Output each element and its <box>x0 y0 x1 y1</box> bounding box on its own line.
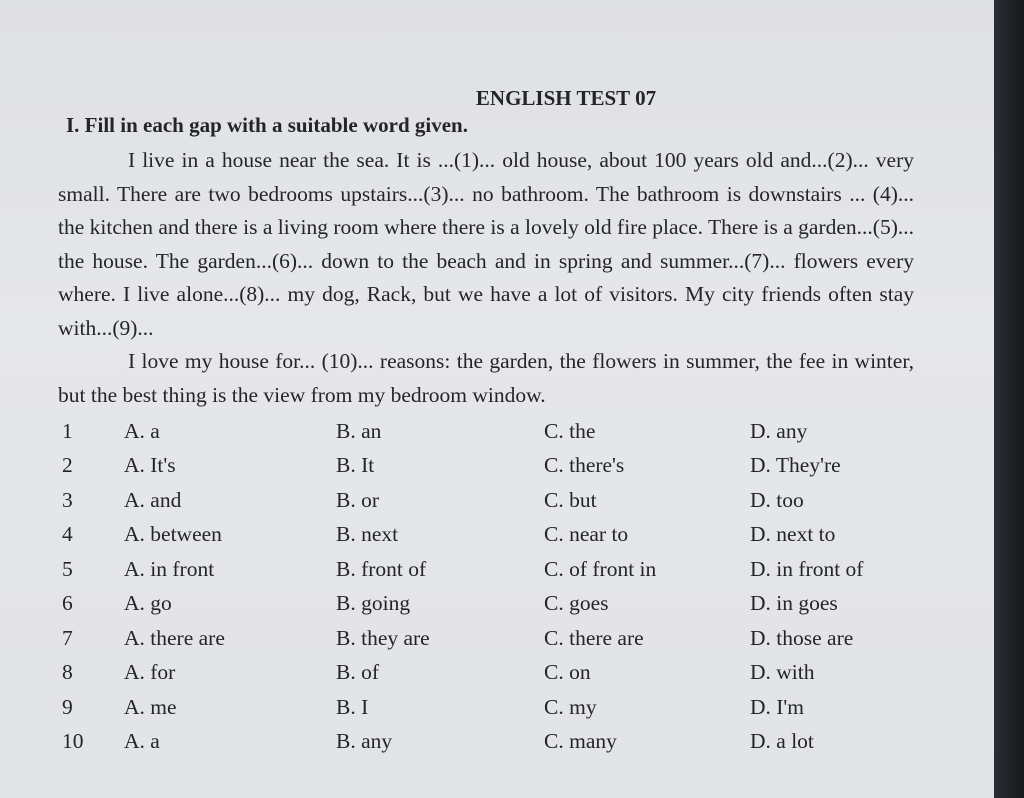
question-number: 9 <box>62 694 73 719</box>
test-document <box>58 86 914 759</box>
option-d: D. in goes <box>750 591 838 616</box>
option-c: C. there's <box>544 453 625 478</box>
option-a: A. me <box>124 694 177 719</box>
option-c: C. on <box>544 660 591 685</box>
question-row <box>58 725 914 760</box>
passage-paragraph-2: I love my house for... (10)... reasons: the garden, the flowers in summer, the fee in winter, but the best thing is the view from my bedroom window. <box>58 349 914 407</box>
option-b: B. an <box>336 418 382 443</box>
option-a: A. for <box>124 660 176 685</box>
option-d: D. too <box>750 487 804 512</box>
option-d: D. a lot <box>750 729 814 754</box>
question-row <box>58 621 914 656</box>
option-a: A. there are <box>124 625 225 650</box>
option-c: C. but <box>544 487 597 512</box>
option-b: B. they are <box>336 625 430 650</box>
option-d: D. with <box>750 660 815 685</box>
question-number: 2 <box>62 453 73 478</box>
option-a: A. go <box>124 591 172 616</box>
option-c: C. my <box>544 694 597 719</box>
dark-background-edge <box>994 0 1024 798</box>
option-d: D. any <box>750 418 808 443</box>
option-c: C. many <box>544 729 617 754</box>
option-a: A. a <box>124 729 160 754</box>
question-row <box>58 587 914 622</box>
question-number: 4 <box>62 522 73 547</box>
question-row <box>58 518 914 553</box>
option-d: D. those are <box>750 625 854 650</box>
question-number: 1 <box>62 418 73 443</box>
option-a: A. It's <box>124 453 176 478</box>
option-b: B. going <box>336 591 411 616</box>
question-row <box>58 449 914 484</box>
option-b: B. or <box>336 487 379 512</box>
option-a: A. and <box>124 487 182 512</box>
question-number: 3 <box>62 487 73 512</box>
option-b: B. any <box>336 729 393 754</box>
option-d: D. in front of <box>750 556 864 581</box>
question-number: 5 <box>62 556 73 581</box>
option-c: C. there are <box>544 625 644 650</box>
question-number: 10 <box>62 729 84 754</box>
option-d: D. I'm <box>750 694 805 719</box>
question-row <box>58 414 914 449</box>
question-row <box>58 483 914 518</box>
test-title: ENGLISH TEST 07 <box>475 86 657 110</box>
question-row <box>58 656 914 691</box>
question-row <box>58 552 914 587</box>
passage-paragraph-1: I live in a house near the sea. It is ...(1)... old house, about 100 years old and...(2)... very small. There are two bedrooms upstairs...(3)... no bathroom. The bathroom is downstairs ... (4)... the kitchen and there is a living room where there is a lovely old fire place. There is a garden...(5)... the house. The garden...(6)... down to the beach and in spring and summer...(7)... flowers every where. I live alone...(8)... my dog, Rack, but we have a lot of visitors. My city friends often stay with...(9)... <box>58 148 914 340</box>
option-a: A. between <box>124 522 222 547</box>
question-number: 8 <box>62 660 73 685</box>
option-a: A. a <box>124 418 160 443</box>
option-b: B. front of <box>336 556 427 581</box>
option-b: B. next <box>336 522 399 547</box>
option-c: C. the <box>544 418 596 443</box>
option-c: C. goes <box>544 591 609 616</box>
option-c: C. near to <box>544 522 629 547</box>
option-a: A. in front <box>124 556 215 581</box>
answer-options-table <box>58 414 914 759</box>
question-row <box>58 690 914 725</box>
option-b: B. It <box>336 453 375 478</box>
option-b: B. of <box>336 660 379 685</box>
question-number: 6 <box>62 591 73 616</box>
option-d: D. next to <box>750 522 836 547</box>
option-d: D. They're <box>750 453 841 478</box>
question-number: 7 <box>62 625 73 650</box>
section-heading: I. Fill in each gap with a suitable word given. <box>66 113 468 137</box>
option-b: B. I <box>336 694 369 719</box>
option-c: C. of front in <box>544 556 657 581</box>
